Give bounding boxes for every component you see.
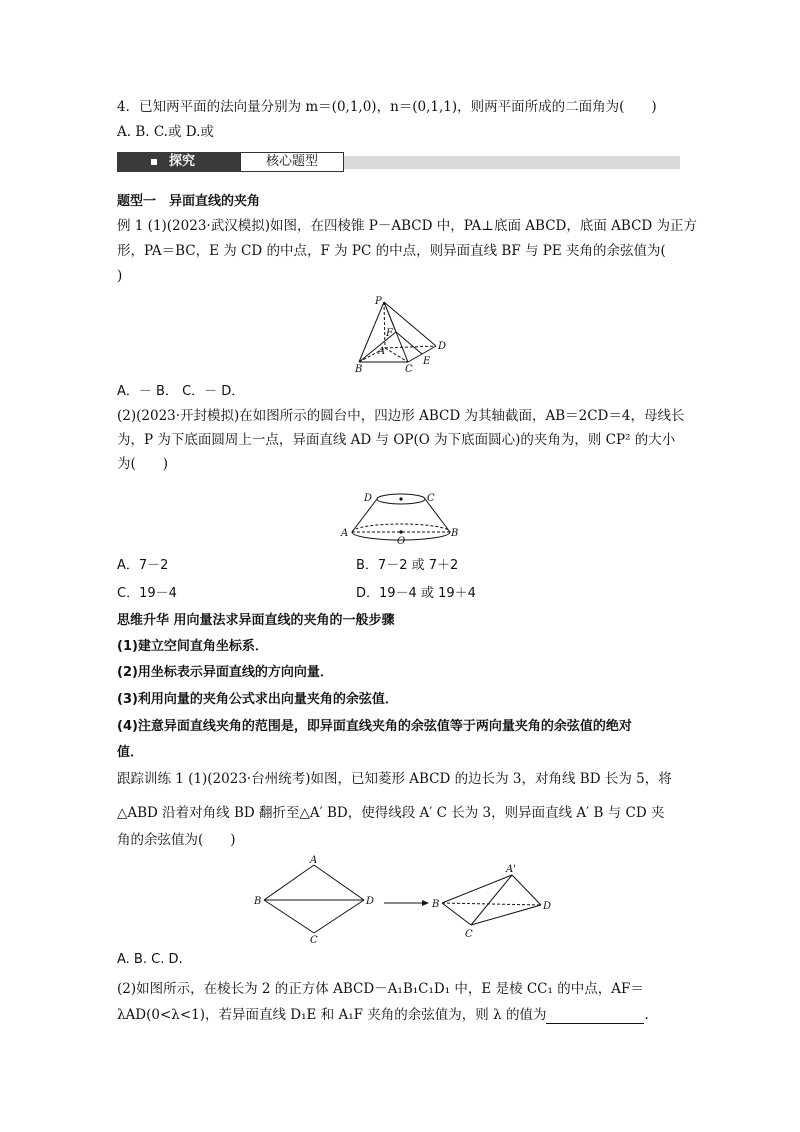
track-part2-line2: [117, 1006, 649, 1024]
label-B2: B: [432, 899, 440, 910]
think-title: 思维升华 用向量法求异面直线的夹角的一般步骤: [117, 613, 395, 628]
example1-line3: ): [117, 268, 123, 284]
track-part2-end: .: [644, 1007, 649, 1023]
label-E: E: [423, 356, 431, 367]
label-O: O: [397, 536, 406, 547]
label-C: C: [405, 364, 413, 374]
example2-line2: 为，P 为下底面圆周上一点，异面直线 AD 与 OP(O 为下底面圆心)的夹角为，则 CP² 的大小: [117, 432, 676, 448]
label-C2: C: [465, 929, 473, 940]
example1-line1: 例 1 (1)(2023·武汉模拟)如图，在四棱锥 P－ABCD 中，PA⊥底面 ABCD，底面 ABCD 为正方: [117, 218, 698, 234]
example2-line3: 为( ): [117, 456, 169, 472]
label-D: D: [366, 896, 375, 907]
example2-option-c: C．19－4: [117, 586, 177, 601]
example2-option-d: D．19－4 或 19＋4: [356, 586, 476, 601]
q4-stem: 4．已知两平面的法向量分别为 m＝(0,1,0)，n＝(0,1,1)，则两平面所成的二面角为( ): [117, 99, 657, 115]
q4-options: A. B. C.或 D.或: [117, 124, 214, 140]
think-step1: (1)建立空间直角坐标系．: [117, 639, 268, 654]
think-step4-line2: 值．: [117, 745, 144, 760]
track-line2: △ABD 沿着对角线 BD 翻折至△A′ BD，使得线段 A′ C 长为 3，则异面直线 A′ B 与 CD 夹: [117, 805, 665, 821]
example2-option-b: B．7－2 或 7＋2: [356, 558, 459, 573]
label-F: F: [386, 328, 393, 339]
banner-tab-explore: 探究: [117, 152, 240, 172]
think-step4-line1: (4)注意异面直线夹角的范围是，即异面直线夹角的余弦值等于两向量夹角的余弦值的绝对: [117, 719, 632, 734]
answer-blank[interactable]: [546, 1009, 644, 1024]
label-C: C: [310, 935, 318, 945]
example1-options: A．－ B． C．－ D．: [117, 384, 245, 399]
bottom-center-dot: [399, 530, 402, 533]
top-center-dot: [399, 497, 402, 500]
label-B: B: [355, 364, 363, 374]
label-P: P: [375, 296, 382, 307]
label-A-prime: A': [506, 864, 516, 875]
label-B: B: [451, 528, 459, 539]
example2-option-a: A．7－2: [117, 558, 169, 573]
section-banner: [117, 152, 680, 174]
frustum-figure: [340, 487, 465, 547]
square-bullet-icon: [151, 159, 157, 165]
track-line3: 角的余弦值为( ): [117, 832, 236, 848]
label-A: A: [341, 528, 349, 539]
track-part2-line1: (2)如图所示，在棱长为 2 的正方体 ABCD－A₁B₁C₁D₁ 中，E 是棱 CC₁ 的中点，AF＝: [117, 981, 644, 997]
pyramid-figure: [345, 292, 455, 374]
track-part2-text: λAD(0<λ<1)，若异面直线 D₁E 和 A₁F 夹角的余弦值为，则 λ 的值为: [117, 1007, 547, 1023]
rhombus-fold-figure: [250, 853, 560, 945]
think-step2: (2)用坐标表示异面直线的方向向量．: [117, 665, 333, 680]
label-B: B: [254, 896, 262, 907]
track-options: A. B. C. D.: [117, 952, 183, 967]
label-A: A: [378, 346, 386, 357]
example2-line1: (2)(2023·开封模拟)在如图所示的圆台中，四边形 ABCD 为其轴截面，AB＝2CD＝4，母线长: [117, 408, 685, 424]
think-step3: (3)利用向量的夹角公式求出向量夹角的余弦值．: [117, 692, 398, 707]
label-D: D: [364, 493, 373, 504]
label-D2: D: [543, 901, 552, 912]
type1-title: 题型一 异面直线的夹角: [117, 194, 261, 209]
label-D: D: [438, 341, 447, 352]
banner-tab-core-types: 核心题型: [240, 152, 344, 172]
track-line1: 跟踪训练 1 (1)(2023·台州统考)如图，已知菱形 ABCD 的边长为 3，对角线 BD 长为 5，将: [117, 771, 672, 787]
label-C: C: [427, 493, 435, 504]
arrow-icon: [422, 900, 429, 906]
example1-line2: 形，PA＝BC，E 为 CD 的中点，F 为 PC 的中点，则异面直线 BF 与 PE 夹角的余弦值为(: [117, 243, 666, 259]
label-A: A: [310, 855, 318, 866]
